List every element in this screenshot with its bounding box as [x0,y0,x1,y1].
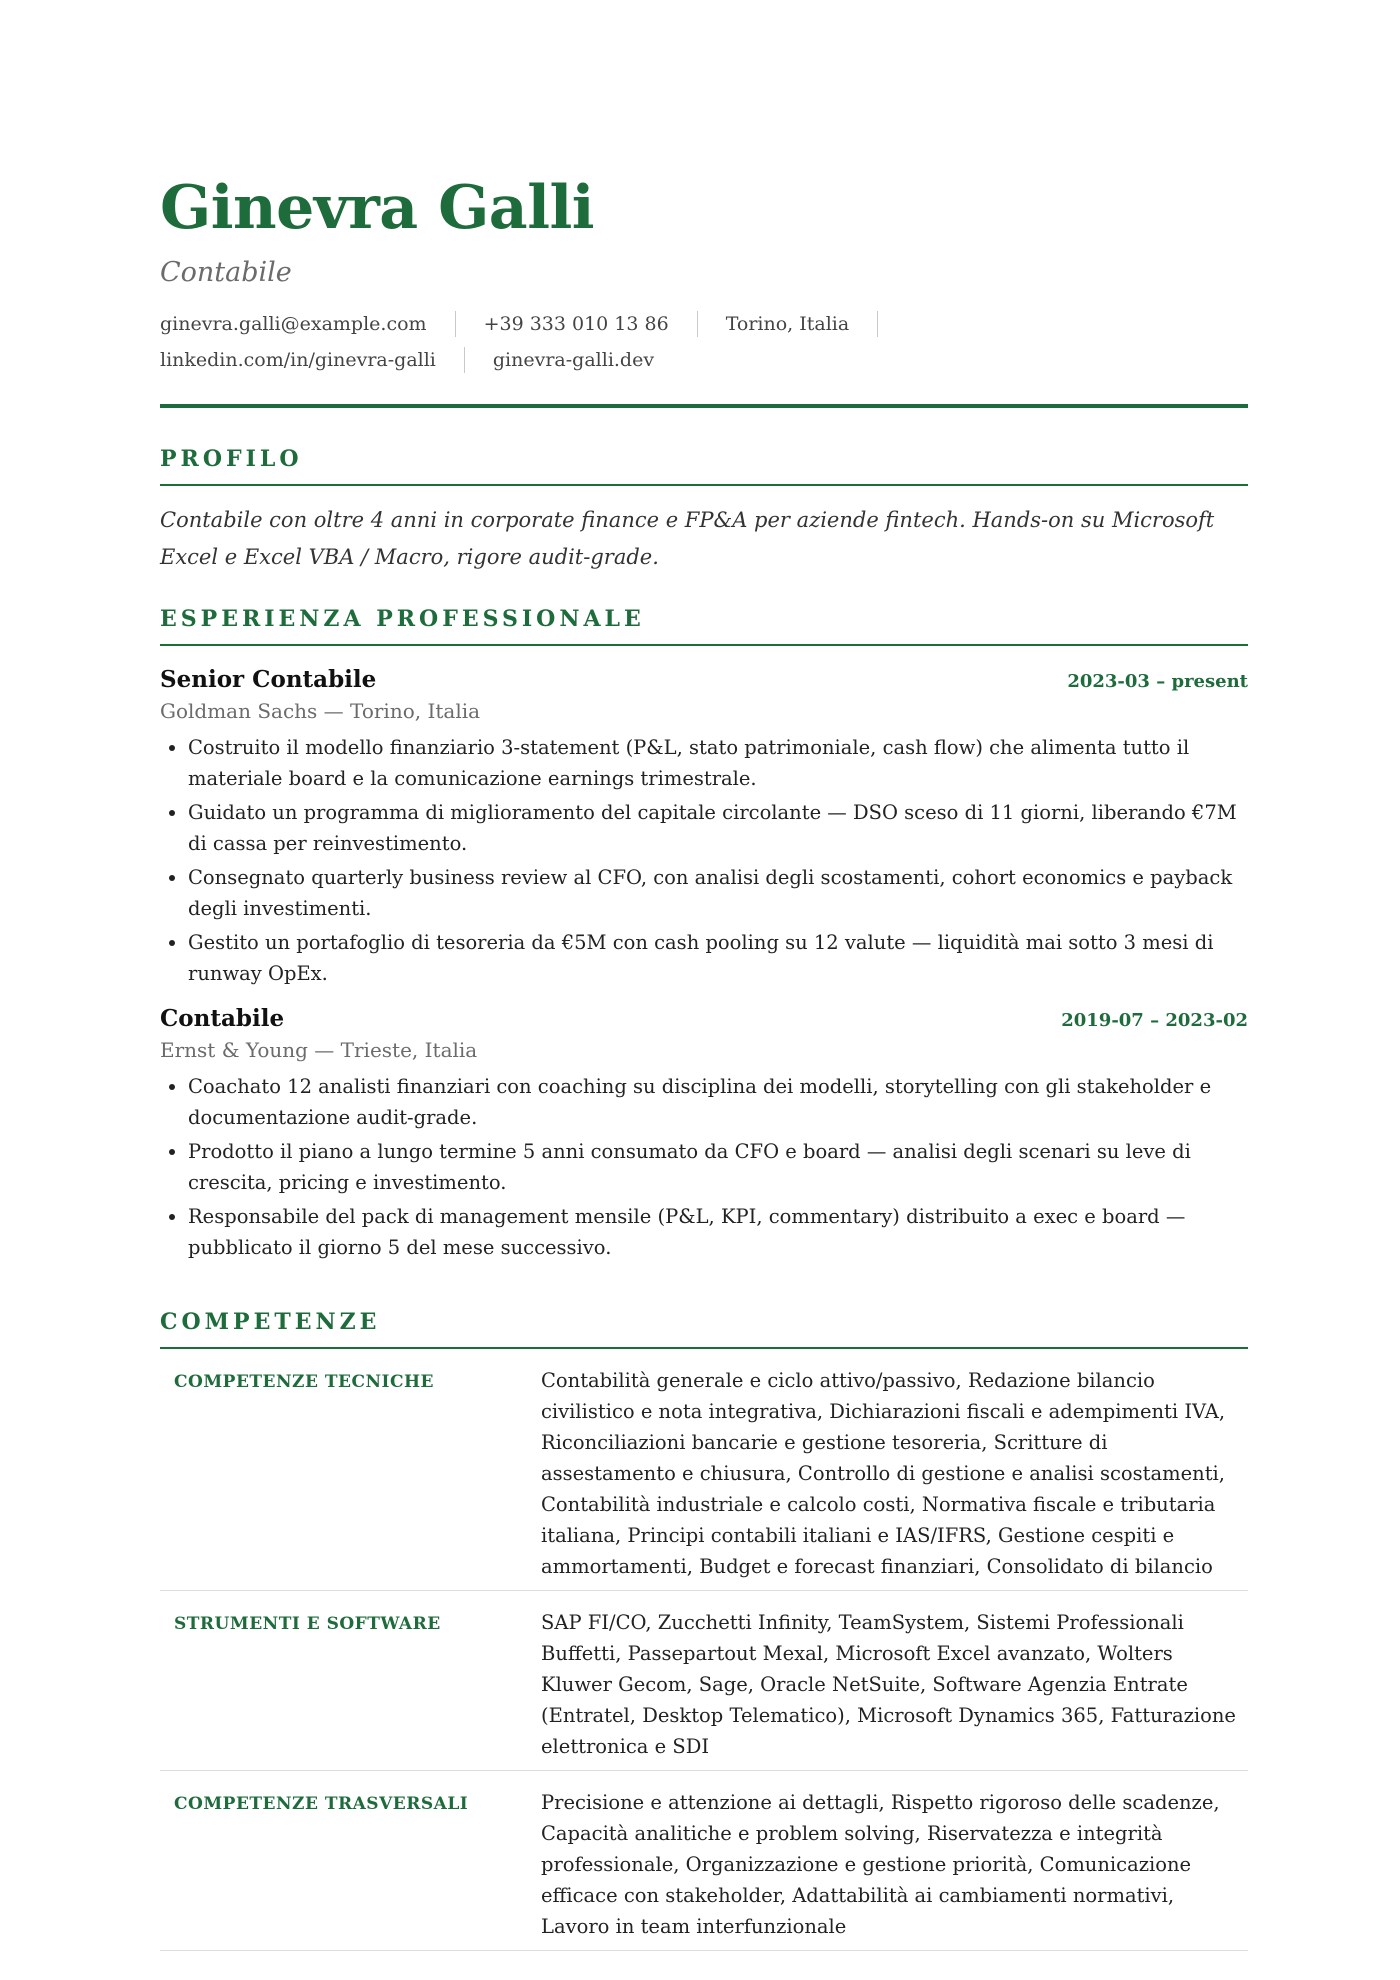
skill-category: STRUMENTI E SOFTWARE [160,1591,541,1771]
contact-website[interactable] [493,342,654,378]
contact-bar [160,306,1210,378]
job-bullet: • Gestito un portafoglio di tesoreria da €5M con cash pooling su 12 valute — liquidità mai sotto 3 mesi di runway OpEx. [188,927,1248,989]
contact-linkedin-text: linkedin.com/in/ginevra-galli [160,349,436,371]
contact-location-text: Torino, Italia [725,313,850,335]
job-bullets [160,1071,1248,1263]
job-bullet: • Guidato un programma di miglioramento del capitale circolante — DSO sceso di 11 giorni, liberando €7M di cassa per reinvestimento. [188,797,1248,859]
header-divider [160,404,1248,408]
job-bullets [160,732,1248,989]
job-bullet: • Costruito il modello finanziario 3-statement (P&L, stato patrimoniale, cash flow) che alimenta tutto il materiale board e la comunicazione earnings trimestrale. [188,732,1248,794]
skill-list: Precisione e attenzione ai dettagli, Rispetto rigoroso delle scadenze, Capacità analitiche e problem solving, Riservatezza e integrità professionale, Organizzazione e gestione priorità, Comunicazione efficace con stakeholder, Adattabilità ai cambiamenti normativi, Lavoro in team interfunzionale [541,1771,1248,1951]
skills-row [160,1349,1248,1591]
skill-list: Contabilità generale e ciclo attivo/passivo, Redazione bilancio civilistico e nota integrativa, Dichiarazioni fiscali e adempimenti IVA, Riconciliazioni bancarie e gestione tesoreria, Scritture di assestamento e chiusura, Controllo di gestione e analisi scostamenti, Contabilità industriale e calcolo costi, Normativa fiscale e tributaria italiana, Principi contabili italiani e IAS/IFRS, Gestione cespiti e ammortamenti, Budget e forecast finanziari, Consolidato di bilancio [541,1349,1248,1591]
contact-email[interactable] [160,306,484,342]
skills-row [160,1771,1248,1951]
contact-linkedin[interactable] [160,342,493,378]
profile-summary: Contabile con oltre 4 anni in corporate finance e FP&A per aziende fintech. Hands-on su Microsoft Excel e Excel VBA / Macro, rigore audit-grade. [160,508,1215,569]
job-bullet: • Consegnato quarterly business review al CFO, con analisi degli scostamenti, cohort economics e payback degli investimenti. [188,862,1248,924]
contact-location [726,306,907,342]
contact-website-text: ginevra-galli.dev [492,349,655,371]
skills-table [160,1349,1248,1951]
candidate-name: Ginevra Galli [160,173,595,243]
contact-separator [877,311,878,337]
skill-category: COMPETENZE TRASVERSALI [160,1771,541,1951]
section-title-experience: ESPERIENZA PROFESSIONALE [160,604,1248,646]
job-header [160,1003,1248,1035]
job-company: Ernst & Young — Trieste, Italia [160,1038,478,1062]
job-entry [160,664,1248,989]
job-header [160,664,1248,696]
contact-email-text: ginevra.galli@example.com [160,313,427,335]
contact-phone-text: +39 333 010 13 86 [483,313,669,335]
job-bullet: • Responsabile del pack di management mensile (P&L, KPI, commentary) distribuito a exec e board — pubblicato il giorno 5 del mese successivo. [188,1201,1248,1263]
job-bullet: • Prodotto il piano a lungo termine 5 anni consumato da CFO e board — analisi degli scenari su leve di crescita, pricing e investimento. [188,1136,1248,1198]
job-company: Goldman Sachs — Torino, Italia [160,699,481,723]
candidate-role: Contabile [160,257,292,288]
contact-phone[interactable] [484,306,726,342]
section-title-profile: PROFILO [160,444,1248,486]
job-dates: 2019-07 – 2023-02 [1061,1010,1248,1031]
job-entry [160,1003,1248,1263]
contact-separator [455,311,456,337]
section-title-skills: COMPETENZE [160,1307,1248,1349]
skill-category: COMPETENZE TECNICHE [160,1349,541,1591]
job-title: Senior Contabile [160,666,377,693]
contact-separator [697,311,698,337]
skills-row [160,1591,1248,1771]
skill-list: SAP FI/CO, Zucchetti Infinity, TeamSystem, Sistemi Professionali Buffetti, Passepartout Mexal, Microsoft Excel avanzato, Wolters Kluwer Gecom, Sage, Oracle NetSuite, Software Agenzia Entrate (Entratel, Desktop Telematico), Microsoft Dynamics 365, Fatturazione elettronica e SDI [541,1591,1248,1771]
contact-separator [464,347,465,373]
job-bullet: • Coachato 12 analisti finanziari con coaching su disciplina dei modelli, storytelling con gli stakeholder e documentazione audit-grade. [188,1071,1248,1133]
job-dates: 2023-03 – present [1067,671,1248,692]
job-title: Contabile [160,1005,285,1032]
